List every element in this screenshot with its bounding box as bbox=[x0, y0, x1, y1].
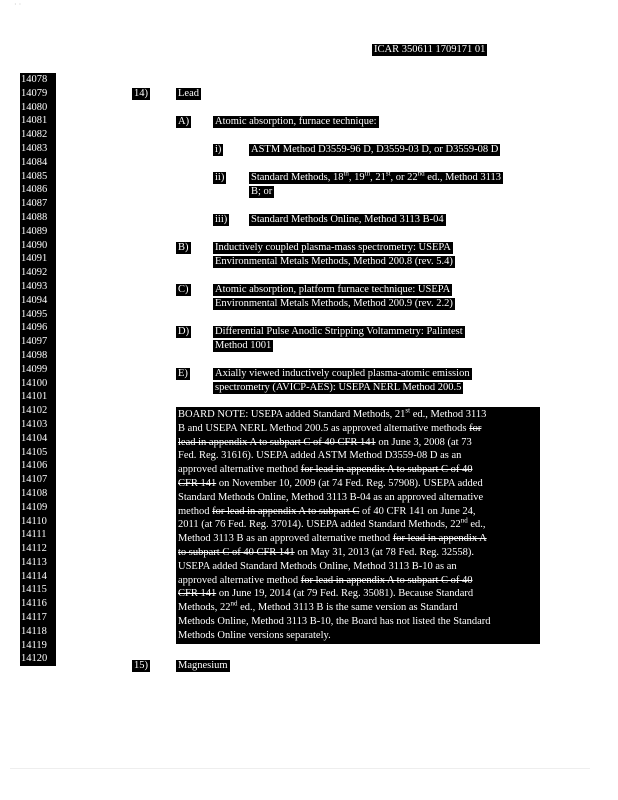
item-a-marker: A) bbox=[178, 116, 190, 127]
item-a-title: Atomic absorption, furnace technique: bbox=[215, 116, 377, 127]
item-15-title: Magnesium bbox=[178, 660, 228, 671]
board-note: BOARD NOTE: USEPA added Standard Methods, 21st ed., Method 3113 B and USEPA NERL Method 200.5 as approved alternative methods for lead in appendix A to subpart C of 40 CFR 141 on June 3, 2008 (at 73 Fed. Reg. 31616). USEPA added ASTM Method D3559-08 D as an approved alternative method for lead in appendix A to subpart C of 40 CFR 141 on November 10, 2009 (at 74 Fed. Reg. 57908). USEPA added Standard Methods Online, Method 3113 B-04 as an approved alternative method for lead in appendix A to subpart C of 40 CFR 141 on June 24, 2011 (at 76 Fed. Reg. 37014). USEPA added Standard Methods, 22nd ed., Method 3113 B as an approved alternative method for lead in appendix A to subpart C of 40 CFR 141 on May 31, 2013 (at 78 Fed. Reg. 32558). USEPA added Standard Methods Online, Method 3113 B-10 as an approved alternative method for lead in appendix A to subpart C of 40 CFR 141 on June 19, 2014 (at 79 Fed. Reg. 35081). Because Standard Methods, 22nd ed., Method 3113 B is the same version as Standard Methods Online, Method 3113 B-10, the Board has not listed the Standard Methods Online versions separately. bbox=[176, 407, 540, 644]
line-number: 14079 bbox=[20, 87, 56, 101]
line-number: 14118 bbox=[20, 625, 56, 639]
line-number: 14080 bbox=[20, 101, 56, 115]
item-14-title: Lead bbox=[178, 88, 199, 99]
line-number: 14093 bbox=[20, 280, 56, 294]
item-d-line2: Method 1001 bbox=[215, 340, 272, 351]
line-number: 14081 bbox=[20, 114, 56, 128]
line-number: 14111 bbox=[20, 528, 56, 542]
item-b-line2: Environmental Metals Methods, Method 200.8 (rev. 5.4) bbox=[215, 256, 453, 267]
item-b-marker: B) bbox=[178, 242, 189, 253]
item-c-marker: C) bbox=[178, 284, 189, 295]
item-a-ii-marker: ii) bbox=[215, 172, 225, 183]
line-number: 14114 bbox=[20, 570, 56, 584]
line-number: 14105 bbox=[20, 446, 56, 460]
line-number: 14096 bbox=[20, 321, 56, 335]
item-a-i-text: ASTM Method D3559-96 D, D3559-03 D, or D3559-08 D bbox=[251, 144, 499, 155]
item-a-ii-line1: Standard Methods, 18th, 19th, 21st, or 22nd ed., Method 3113 bbox=[251, 169, 501, 183]
line-number: 14115 bbox=[20, 583, 56, 597]
item-a-ii-line2: B; or bbox=[251, 186, 273, 197]
line-number-column bbox=[20, 73, 56, 666]
item-d-line1: Differential Pulse Anodic Stripping Voltammetry: Palintest bbox=[215, 326, 463, 337]
line-number: 14113 bbox=[20, 556, 56, 570]
line-number: 14107 bbox=[20, 473, 56, 487]
line-number: 14083 bbox=[20, 142, 56, 156]
line-number: 14095 bbox=[20, 308, 56, 322]
line-number: 14104 bbox=[20, 432, 56, 446]
page-bottom-rule bbox=[10, 768, 590, 769]
line-number: 14087 bbox=[20, 197, 56, 211]
item-b-line1: Inductively coupled plasma-mass spectrometry: USEPA bbox=[215, 242, 451, 253]
item-c-line2: Environmental Metals Methods, Method 200.9 (rev. 2.2) bbox=[215, 298, 453, 309]
line-number: 14108 bbox=[20, 487, 56, 501]
item-a-i-marker: i) bbox=[215, 144, 222, 155]
item-14-marker: 14) bbox=[134, 88, 148, 99]
line-number: 14094 bbox=[20, 294, 56, 308]
line-number: 14099 bbox=[20, 363, 56, 377]
line-number: 14100 bbox=[20, 377, 56, 391]
item-a-iii-marker: iii) bbox=[215, 214, 228, 225]
item-e-line1: Axially viewed inductively coupled plasma-atomic emission bbox=[215, 368, 470, 379]
item-e-marker: E) bbox=[178, 368, 188, 379]
line-number: 14084 bbox=[20, 156, 56, 170]
line-number: 14089 bbox=[20, 225, 56, 239]
line-number: 14109 bbox=[20, 501, 56, 515]
line-number: 14103 bbox=[20, 418, 56, 432]
line-number: 14120 bbox=[20, 652, 56, 666]
line-number: 14102 bbox=[20, 404, 56, 418]
item-d-marker: D) bbox=[178, 326, 190, 337]
line-number: 14098 bbox=[20, 349, 56, 363]
line-number: 14082 bbox=[20, 128, 56, 142]
item-a-iii-text: Standard Methods Online, Method 3113 B-04 bbox=[251, 214, 444, 225]
line-number: 14117 bbox=[20, 611, 56, 625]
line-number: 14090 bbox=[20, 239, 56, 253]
line-number: 14116 bbox=[20, 597, 56, 611]
item-c-line1: Atomic absorption, platform furnace technique: USEPA bbox=[215, 284, 451, 295]
line-number: 14086 bbox=[20, 183, 56, 197]
line-number: 14091 bbox=[20, 252, 56, 266]
scan-artifact: · · bbox=[14, 0, 22, 9]
line-number: 14119 bbox=[20, 639, 56, 653]
line-number: 14085 bbox=[20, 170, 56, 184]
line-number: 14088 bbox=[20, 211, 56, 225]
line-number: 14106 bbox=[20, 459, 56, 473]
document-id-header: ICAR 350611 1709171 01 bbox=[374, 44, 486, 55]
item-15-marker: 15) bbox=[134, 660, 148, 671]
line-number: 14078 bbox=[20, 73, 56, 87]
line-number: 14101 bbox=[20, 390, 56, 404]
line-number: 14112 bbox=[20, 542, 56, 556]
line-number: 14097 bbox=[20, 335, 56, 349]
line-number: 14092 bbox=[20, 266, 56, 280]
item-e-line2: spectrometry (AVICP-AES): USEPA NERL Method 200.5 bbox=[215, 382, 462, 393]
line-number: 14110 bbox=[20, 515, 56, 529]
